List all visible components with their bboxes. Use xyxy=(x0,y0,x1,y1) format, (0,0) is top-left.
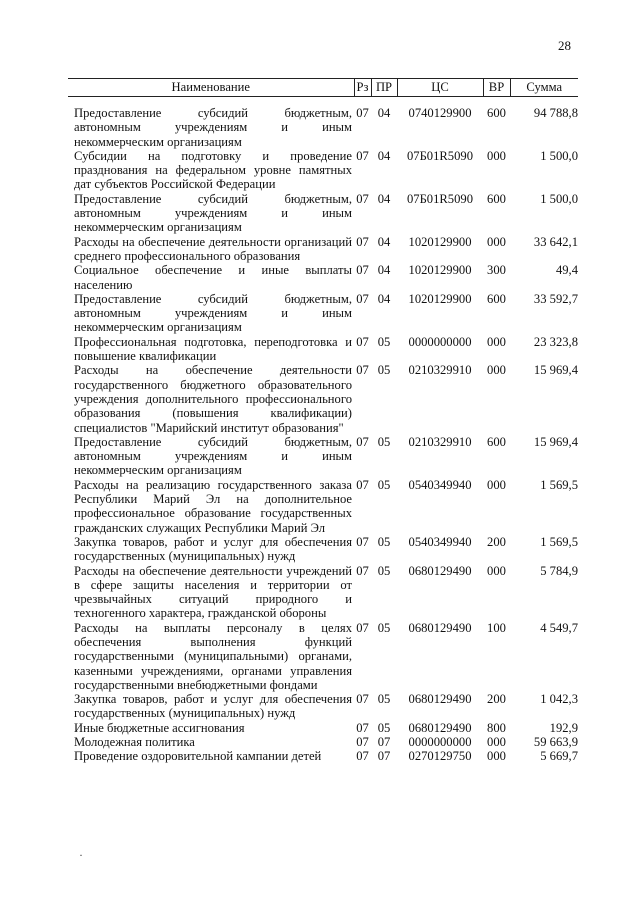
row-rz: 07 xyxy=(356,363,369,378)
row-vr: 800 xyxy=(487,720,506,735)
row-cs: 0680129490 xyxy=(408,692,472,707)
header-vr: ВР xyxy=(483,79,510,97)
row-vr: 200 xyxy=(487,692,506,707)
row-pr: 07 xyxy=(377,735,391,750)
table-row xyxy=(68,621,578,692)
row-rz: 07 xyxy=(356,148,369,163)
row-rz: 07 xyxy=(356,620,369,635)
table-header-row xyxy=(68,79,578,97)
row-cs: 0270129750 xyxy=(408,749,472,764)
row-vr: 000 xyxy=(487,148,506,163)
row-sum: 5 669,7 xyxy=(540,749,578,764)
row-cs: 07Б01R5090 xyxy=(406,191,473,206)
row-name: Расходы на обеспечение деятельности государственного бюджетного образовательного учреждения дополнительного профессионального образования (повышения квалификации) специалистов "Марийский институт образования" xyxy=(74,363,352,435)
budget-table xyxy=(68,78,578,764)
row-cs: 0210329910 xyxy=(408,434,472,449)
row-name: Субсидии на подготовку и проведение празднования на федеральном уровне памятных дат субъектов Российской Федерации xyxy=(74,148,352,192)
row-vr: 000 xyxy=(487,234,506,249)
row-name: Предоставление субсидий бюджетным, автономным учреждениям и иным некоммерческим организациям xyxy=(74,434,352,478)
row-cs: 1020129900 xyxy=(408,291,472,306)
row-pr: 05 xyxy=(377,692,391,707)
row-cs: 0210329910 xyxy=(408,363,472,378)
row-cs: 0000000000 xyxy=(408,735,472,750)
row-sum: 49,4 xyxy=(555,263,578,278)
row-cs: 1020129900 xyxy=(408,263,472,278)
header-cs: ЦС xyxy=(397,79,483,97)
table-row xyxy=(68,363,578,434)
table-row xyxy=(68,263,578,292)
row-sum: 33 642,1 xyxy=(533,234,578,249)
header-pr: ПР xyxy=(371,79,397,97)
row-rz: 07 xyxy=(356,563,369,578)
row-name: Расходы на выплаты персоналу в целях обеспечения выполнения функций государственными (муниципальными) органами, казенными учреждениями, органами управления государственными внебюджетными фондами xyxy=(74,620,352,692)
row-cs: 07Б01R5090 xyxy=(406,148,473,163)
table-row xyxy=(68,435,578,478)
table-row xyxy=(68,292,578,335)
row-pr: 04 xyxy=(377,148,391,163)
row-cs: 0680129490 xyxy=(408,563,472,578)
row-vr: 600 xyxy=(487,291,506,306)
row-name: Проведение оздоровительной кампании детей xyxy=(74,749,322,764)
row-vr: 100 xyxy=(487,620,506,635)
row-name: Предоставление субсидий бюджетным, автономным учреждениям и иным некоммерческим организациям xyxy=(74,106,352,149)
row-pr: 05 xyxy=(377,334,391,349)
row-pr: 05 xyxy=(377,477,391,492)
row-rz: 07 xyxy=(356,291,369,306)
row-sum: 23 323,8 xyxy=(533,334,578,349)
row-sum: 5 784,9 xyxy=(540,563,578,578)
row-name: Иные бюджетные ассигнования xyxy=(74,720,245,735)
row-vr: 600 xyxy=(487,434,506,449)
row-cs: 0680129490 xyxy=(408,720,472,735)
row-sum: 94 788,8 xyxy=(533,106,578,120)
row-sum: 1 500,0 xyxy=(540,148,578,163)
row-cs: 0540349940 xyxy=(408,477,472,492)
header-rz: Рз xyxy=(354,79,371,97)
table-row xyxy=(68,749,578,763)
row-rz: 07 xyxy=(356,749,369,764)
table-row xyxy=(68,735,578,749)
row-rz: 07 xyxy=(356,534,369,549)
row-cs: 0000000000 xyxy=(408,334,472,349)
row-pr: 05 xyxy=(377,620,391,635)
row-pr: 04 xyxy=(377,291,391,306)
table-row xyxy=(68,721,578,735)
row-pr: 05 xyxy=(377,534,391,549)
row-sum: 59 663,9 xyxy=(533,735,578,750)
table-row xyxy=(68,692,578,721)
row-name: Предоставление субсидий бюджетным, автономным учреждениям и иным некоммерческим организациям xyxy=(74,291,352,335)
row-pr: 05 xyxy=(377,363,391,378)
row-name: Социальное обеспечение и иные выплаты населению xyxy=(74,263,352,292)
table-row xyxy=(68,478,578,535)
row-sum: 4 549,7 xyxy=(540,620,578,635)
row-rz: 07 xyxy=(356,191,369,206)
row-name: Предоставление субсидий бюджетным, автономным учреждениям и иным некоммерческим организациям xyxy=(74,191,352,235)
row-cs: 0740129900 xyxy=(408,106,472,120)
row-name: Молодежная политика xyxy=(74,735,195,750)
row-cs: 1020129900 xyxy=(408,234,472,249)
row-vr: 600 xyxy=(487,106,506,120)
row-vr: 000 xyxy=(487,477,506,492)
table-row xyxy=(68,335,578,364)
table-row xyxy=(68,564,578,621)
row-pr: 04 xyxy=(377,106,391,120)
row-sum: 1 569,5 xyxy=(540,534,578,549)
row-sum: 1 500,0 xyxy=(540,191,578,206)
row-vr: 000 xyxy=(487,334,506,349)
row-vr: 000 xyxy=(487,735,506,750)
row-sum: 33 592,7 xyxy=(533,291,578,306)
table-row xyxy=(68,192,578,235)
row-pr: 04 xyxy=(377,234,391,249)
table-row xyxy=(68,149,578,192)
row-vr: 000 xyxy=(487,749,506,764)
row-pr: 04 xyxy=(377,191,391,206)
row-name: Профессиональная подготовка, переподготовка и повышение квалификации xyxy=(74,334,352,364)
footer-mark: · xyxy=(79,848,83,862)
row-vr: 300 xyxy=(487,263,506,278)
row-rz: 07 xyxy=(356,334,369,349)
row-rz: 07 xyxy=(356,477,369,492)
row-name: Закупка товаров, работ и услуг для обеспечения государственных (муниципальных) нужд xyxy=(74,692,352,721)
row-cs: 0680129490 xyxy=(408,620,472,635)
row-pr: 07 xyxy=(377,749,391,764)
row-name: Расходы на обеспечение деятельности организаций среднего профессионального образования xyxy=(74,234,352,263)
row-sum: 1 569,5 xyxy=(540,477,578,492)
header-name: Наименование xyxy=(68,79,354,97)
page-number: 28 xyxy=(558,38,571,53)
row-rz: 07 xyxy=(356,720,369,735)
row-rz: 07 xyxy=(356,263,369,278)
row-name: Закупка товаров, работ и услуг для обеспечения государственных (муниципальных) нужд xyxy=(74,534,352,564)
row-sum: 15 969,4 xyxy=(533,434,578,449)
row-rz: 07 xyxy=(356,434,369,449)
row-vr: 000 xyxy=(487,563,506,578)
row-pr: 05 xyxy=(377,563,391,578)
row-sum: 15 969,4 xyxy=(533,363,578,378)
table-row xyxy=(68,235,578,264)
row-pr: 05 xyxy=(377,434,391,449)
row-vr: 000 xyxy=(487,363,506,378)
header-sum: Сумма xyxy=(510,79,578,97)
row-vr: 200 xyxy=(487,534,506,549)
row-rz: 07 xyxy=(356,234,369,249)
row-rz: 07 xyxy=(356,692,369,707)
table-row xyxy=(68,97,578,149)
row-cs: 0540349940 xyxy=(408,534,472,549)
row-name: Расходы на обеспечение деятельности учреждений в сфере защиты населения и территории от чрезвычайных ситуаций природного и техногенного характера, гражданской обороны xyxy=(74,563,352,621)
row-rz: 07 xyxy=(356,735,369,750)
row-vr: 600 xyxy=(487,191,506,206)
row-pr: 05 xyxy=(377,720,391,735)
table-row xyxy=(68,535,578,564)
row-rz: 07 xyxy=(356,106,369,120)
row-sum: 1 042,3 xyxy=(540,692,578,707)
row-sum: 192,9 xyxy=(549,720,578,735)
row-pr: 04 xyxy=(377,263,391,278)
row-name: Расходы на реализацию государственного заказа Республики Марий Эл на дополнительное профессиональное образование государственных гражданских служащих Республики Марий Эл xyxy=(74,477,352,535)
